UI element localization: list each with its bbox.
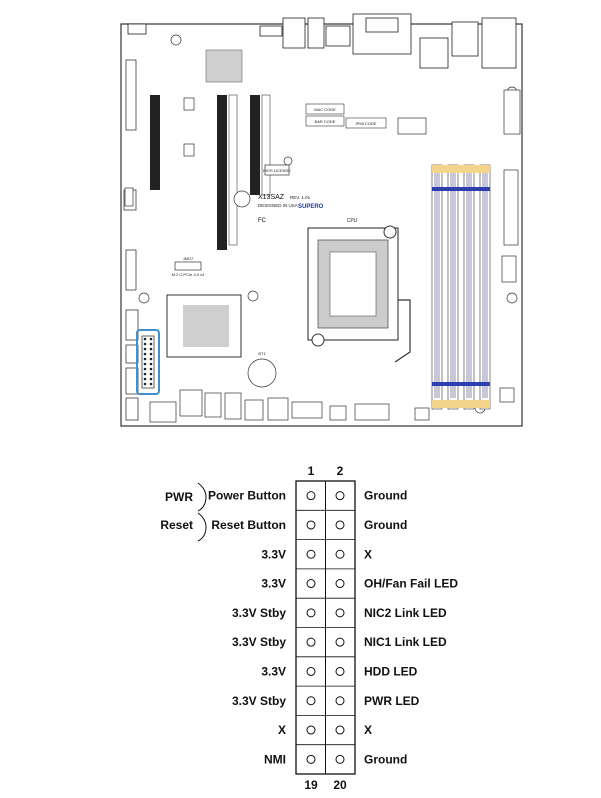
pin-label-odd: 3.3V: [261, 547, 286, 562]
pin-17: [307, 726, 315, 734]
jf1-board-pin: [150, 353, 153, 356]
pwr-group: [165, 483, 206, 511]
pin-label-odd: NMI: [264, 752, 286, 767]
pin-label-odd: 3.3V: [261, 664, 286, 679]
jf1-board-pin: [144, 348, 147, 351]
pin-label-even: NIC2 Link LED: [364, 605, 447, 620]
jf1-board-pin: [144, 358, 147, 361]
pin-2: [336, 492, 344, 500]
pin-14: [336, 667, 344, 675]
m2-label: M.2 C:PCIe 4.0 x4: [171, 272, 205, 277]
jf1-board-pin: [150, 343, 153, 346]
pin-11: [307, 638, 315, 646]
pin-7: [307, 580, 315, 588]
pin-label-even: PWR LED: [364, 693, 420, 708]
pin-label-even: Ground: [364, 752, 408, 767]
pin-label-even: X: [364, 723, 373, 738]
jf1-board-pin: [150, 338, 153, 341]
jf1-board-pin: [144, 363, 147, 366]
pin-16: [336, 697, 344, 705]
board-designed: DESIGNED IN USA: [258, 203, 298, 208]
pin-3: [307, 521, 315, 529]
bar-code-label: BAR CODE: [314, 119, 336, 124]
bmc-chip: [206, 50, 242, 82]
reset-group: [160, 513, 206, 541]
bt1-label: BT1: [258, 351, 266, 356]
jf1-board-pin: [144, 338, 147, 341]
pin-label-odd: Power Button: [208, 488, 286, 503]
board-brand: SUPERO: [298, 204, 324, 210]
pin-number-19: 19: [304, 778, 318, 792]
jf1-board-pin: [150, 383, 153, 386]
pin-12: [336, 638, 344, 646]
jf1-board-pin: [150, 378, 153, 381]
cpu-socket: [308, 218, 410, 362]
jf1-board-pin: [144, 368, 147, 371]
jf1-board-pin: [144, 343, 147, 346]
jf1-board-pin: [144, 383, 147, 386]
pin-label-even: Ground: [364, 488, 408, 503]
pin-5: [307, 550, 315, 558]
pinout-svg: [0, 455, 601, 793]
pin-4: [336, 521, 344, 529]
jf1-board-pin: [144, 353, 147, 356]
pin-label-even: OH/Fan Fail LED: [364, 576, 459, 591]
ipmi-code-label: IPMI CODE: [355, 121, 377, 126]
pin-10: [336, 609, 344, 617]
pin-label-odd: Reset Button: [211, 517, 286, 532]
jf1-board-pin: [150, 348, 153, 351]
pin-20: [336, 755, 344, 763]
pin-6: [336, 550, 344, 558]
jf1-board-pin: [144, 378, 147, 381]
jf1-board-pin: [150, 358, 153, 361]
pin-label-even: NIC1 Link LED: [364, 635, 447, 650]
pin-9: [307, 609, 315, 617]
group-label-pwr: PWR: [165, 490, 193, 504]
pin-number-20: 20: [333, 778, 347, 792]
pin-label-odd: 3.3V Stby: [231, 635, 286, 650]
board-outline: [121, 24, 522, 426]
pin-13: [307, 667, 315, 675]
pin-18: [336, 726, 344, 734]
group-label-reset: Reset: [160, 518, 193, 532]
board-model: X13SAZ: [258, 194, 285, 201]
board-rev: REV. 1.01: [290, 195, 311, 200]
pin-label-odd: 3.3V Stby: [231, 693, 286, 708]
pin-1: [307, 492, 315, 500]
pch-chip: [183, 305, 229, 347]
pin-number-2: 2: [336, 464, 344, 478]
pin-label-even: HDD LED: [364, 664, 418, 679]
pin-19: [307, 755, 315, 763]
pin-label-odd: X: [277, 723, 286, 738]
pin-label-even: Ground: [364, 517, 408, 532]
front-panel-pinout: [0, 455, 601, 793]
pwr-brace: [198, 483, 206, 511]
jf1-board-pin: [144, 373, 147, 376]
bios-license-label: BIOS LICENSE: [263, 168, 291, 173]
cpu-label: CPU: [346, 218, 358, 224]
pin-15: [307, 697, 315, 705]
jf1-board-pin: [150, 368, 153, 371]
pin-number-1: 1: [307, 464, 315, 478]
jf1-board-pin: [150, 363, 153, 366]
jmd7-label: JMD7: [182, 256, 194, 261]
pin-8: [336, 580, 344, 588]
pin-label-odd: 3.3V Stby: [231, 605, 286, 620]
jf1-board-pin: [150, 373, 153, 376]
reset-brace: [198, 513, 206, 541]
jf1-header: [142, 336, 154, 388]
pin-label-odd: 3.3V: [261, 576, 286, 591]
fcc-mark: FC: [258, 218, 266, 224]
pin-label-even: X: [364, 547, 373, 562]
mac-code-label: MAC CODE: [314, 107, 336, 112]
